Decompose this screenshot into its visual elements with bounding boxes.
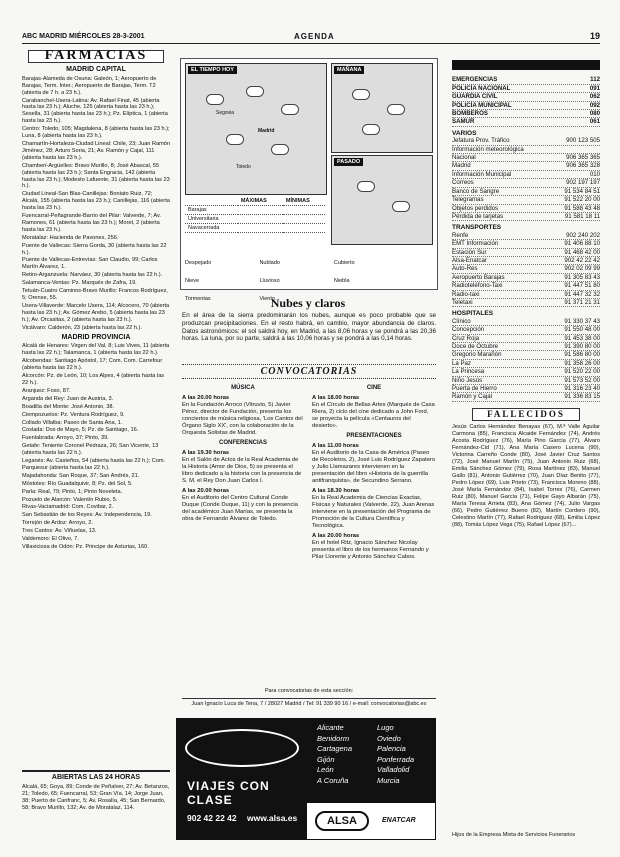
phone-number: 91 520 22 00 <box>564 368 600 376</box>
phone-row <box>452 137 600 145</box>
page-header <box>22 31 600 44</box>
phone-number: 91 336 83 15 <box>564 393 600 401</box>
pharmacy-entry: Fuencarral-Peñagrande-Barrio del Pilar: Valverde, 7; Av. Ramones, 61 (abierta hasta las 23 h.); Moret, 2 (abierta hasta las 23 h.). <box>22 213 161 233</box>
phone-label: SAMUR <box>452 118 475 126</box>
phone-number: 906 365 365 <box>566 154 600 162</box>
telefonos-column <box>452 46 600 846</box>
phone-label: Ramón y Cajal <box>452 393 492 401</box>
phone-row <box>452 146 600 154</box>
map-today <box>185 63 327 195</box>
pharmacy-entry: Puente de Vallecas: Sierra Gorda, 30 (abierta hasta las 22 h.). <box>22 242 167 256</box>
pharmacy-entry: Tetuán-Cuatro Caminos-Bravo Murillo: Francos Rodríguez, 5; Orense, 55. <box>22 288 168 301</box>
convocatorias-left <box>182 382 304 682</box>
pharmacy-entry: Alcalá de Henares: Virgen del Val, 8; Luis Vives, 11 (abierta hasta las 22 h.); Talamanca, 1 (abierta hasta las 22 h.). <box>22 343 170 357</box>
ad-web: www.alsa.es <box>247 813 298 823</box>
town-toledo: Toledo <box>236 164 251 170</box>
phone-label: Jefatura Prov. Tráfico <box>452 137 510 145</box>
weather-headline: Nubes y claros <box>270 296 346 310</box>
transportes-title: TRANSPORTES <box>452 224 502 232</box>
event-time: A las 11.00 horas <box>312 443 359 449</box>
phone-row <box>452 110 600 118</box>
pres-title: PRESENTACIONES <box>346 433 402 439</box>
pharmacy-entry: Torrejón de Ardoz: Arroyo, 2. <box>22 520 93 527</box>
hospitales-title: HOSPITALES <box>452 310 494 318</box>
phone-number: 092 <box>589 101 600 109</box>
phone-number: 902 02 09 99 <box>564 265 600 273</box>
abiertas-title: ABIERTAS LAS 24 HORAS <box>51 774 141 781</box>
phone-label: Niño Jesús <box>452 376 483 384</box>
ad-phone: 902 42 22 42 <box>187 813 237 823</box>
pharmacy-entry: Pozuelo de Alarcón: Valentín Rubio, 5. <box>22 496 118 503</box>
phone-label: Información Municipal <box>452 170 512 178</box>
ad-cities-right <box>377 723 414 786</box>
phone-row <box>452 240 600 248</box>
phone-row <box>452 196 600 204</box>
fallecidos-text: Jesús Carlos Hernández Benayas (67), M.ª Valle Aguilar Carmona (85), Francisca Alcaide Fernández (74), Andrés Acosta Rodríguez (76), María Pino García (77), Álvaro Fernández-Cid (71), Ana María Casero Lucena (90), Victorina Carreño Conde (80), José Javier Cruz Santos (72), José Manuel Martín (75), Juan Antonio Ruiz (68), Emilia Sánchez Gómez (79), Rosa Martínez (83), Manuel Gallo (81), Antonio Gutiérrez (70), Juan Díaz Benito (77), Pedro López (69), Luis Prieto (73), Francisca Moreno (88), José María Fernández (84), Isabel Torres (76), Carmen Ruiz (80), Manuel García (71), Felipe Gayo Albarán (75), María Teresa Arrieta (83), Ana Gómez (74), Julio Vargas (66), Pedro Gutiérrez Bueno (82), Martín Cordero (90), Celestino Martín (77), Rafael Rodríguez (68), Emilia López (88), Tomás López Vega (75), Rafael López (67)... <box>452 424 600 529</box>
phone-number: 010 <box>589 170 600 178</box>
phone-row <box>452 179 600 187</box>
alsa-logo: ALSA <box>315 811 369 831</box>
varios-list <box>452 137 600 221</box>
phone-label: Radio-taxi <box>452 290 480 298</box>
phone-row <box>452 205 600 213</box>
phone-row <box>452 85 600 93</box>
legend-item: Tormentas <box>185 296 211 302</box>
phone-row <box>452 377 600 385</box>
max-header: MÁXIMAS <box>238 197 283 206</box>
event-text: En el Salón de Actos de la Real Academia de la Historia (Amor de Dios, 5) se presenta el libro dedicado a la historia con la presencia de S. M. el Rey Don Juan Carlos I. <box>182 457 302 484</box>
phone-row <box>452 265 600 273</box>
pharmacy-entry: Valdemoro: El Olivo, 7. <box>22 536 79 543</box>
pharmacy-entry: Móstoles: Río Guadalquivir, 8; Pz. del Sol, 5. <box>22 480 133 487</box>
ad-city: Palencia <box>377 744 406 753</box>
map-day-after-label: PASADO <box>334 158 363 166</box>
phone-label: Radioteléfono-Taxi <box>452 282 503 290</box>
phone-row <box>452 299 600 307</box>
phone-label: BOMBEROS <box>452 110 488 118</box>
phone-number: 902 42 22 42 <box>564 256 600 264</box>
legend-item: Nieve <box>185 278 200 284</box>
pharmacy-entry: Salamanca-Ventas: Pz. Marqués de Zafra, 19. <box>22 280 137 287</box>
phone-label: Objetos perdidos <box>452 204 499 212</box>
footer-line-1: Para convocatorias de esta sección: <box>264 688 354 694</box>
pharmacy-entry: Getafe: Teniente Coronel Pedraza, 26; San Vicente, 13 (abierta hasta las 22 h.). <box>22 443 159 457</box>
phone-number: 061 <box>589 118 600 126</box>
hospitales-list <box>452 318 600 402</box>
legend-item: Nublado <box>259 260 280 266</box>
pharmacy-entry: San Sebastián de los Reyes: Av. Independencia, 19. <box>22 512 152 519</box>
phone-number: 91 522 20 00 <box>564 196 600 204</box>
phone-label: EMERGENCIAS <box>452 76 498 84</box>
pharmacy-entry: Ciempozuelos: Pz. Ventura Rodríguez, 9. <box>22 411 125 418</box>
phone-label: POLICÍA MUNICIPAL <box>452 101 512 109</box>
phone-row <box>452 118 600 126</box>
phone-number: 902 240 202 <box>566 231 600 239</box>
phone-row <box>452 351 600 359</box>
capital-list <box>22 76 170 332</box>
phone-label: Correos <box>452 179 474 187</box>
abiertas-text: Alcalá, 65; Goya, 89; Conde de Peñalver, 27; Av. Betanzos, 21; Toledo, 65; Fuencarral, 53; Gran Vía, 14; Jorge Juan, 38; Puerto de Canfranc, 5; Av. Rosalía, 45; San Bernardo, 58; Bravo Murillo, 132; Av. de Moratalaz, 114. <box>22 783 170 811</box>
phone-number: 91 447 51 80 <box>564 282 600 290</box>
phone-row <box>452 188 600 196</box>
phone-number: 91 316 23 40 <box>564 385 600 393</box>
ad-city: Murcia <box>377 775 400 785</box>
pharmacy-entry: Collado Villalba: Paseo de Santa Ana, 1. <box>22 419 123 426</box>
ad-city: Gijón <box>317 754 335 764</box>
ad-city: Oviedo <box>377 733 401 743</box>
map-tomorrow-label: MAÑANA <box>334 66 364 74</box>
pharmacy-entry: Moratalaz: Hacienda de Pavones, 256. <box>22 234 119 241</box>
phone-number: 080 <box>589 110 600 118</box>
pharmacy-entry: Boadilla del Monte: José Antonio, 38. <box>22 403 115 410</box>
phone-label: Cruz Roja <box>452 334 480 342</box>
phone-row <box>452 393 600 401</box>
pharmacy-entry: Aranjuez: Foso, 87. <box>22 387 71 394</box>
min-header: MÍNIMAS <box>283 197 325 206</box>
legend-item: Despejado <box>185 260 212 266</box>
pharmacy-entry: Parla: Real, 79; Pinto, 1; Pinto Noveleta. <box>22 488 123 495</box>
phone-row <box>452 154 600 162</box>
phone-number: 91 534 84 51 <box>564 187 600 195</box>
phone-label: Aeropuerto Barajas <box>452 273 505 281</box>
town-madrid: Madrid <box>258 128 275 134</box>
temp-place: Navacerrada <box>185 224 238 233</box>
abiertas-box <box>22 770 170 842</box>
phone-row <box>452 171 600 179</box>
pharmacy-entry: Chamberí-Argüelles: Bravo Murillo, 8; José Abascal, 55 (abierta hasta las 23 h.); Santa Engracia, 142 (abierta hasta las 23 h.); Modesto Lafuente, 31 (abierta hasta las 23 h.). <box>22 162 170 190</box>
conf-title: CONFERENCIAS <box>218 440 267 446</box>
pharmacy-entry: Retiro-Arganzuela: Narváez, 30 (abierta hasta las 22 h.). <box>22 272 163 279</box>
header-date: ABC MADRID MIÉRCOLES 28-3-2001 <box>22 33 145 40</box>
phone-number: 902 197 197 <box>566 179 600 187</box>
ad-city: Alicante <box>317 723 344 732</box>
phone-row <box>452 102 600 110</box>
phone-row <box>452 343 600 351</box>
phone-number: 91 573 52 00 <box>564 376 600 384</box>
phone-number: 91 305 83 43 <box>564 273 600 281</box>
alsa-ad <box>176 718 436 840</box>
event-time: A las 19.30 horas <box>182 450 230 456</box>
phone-row <box>452 368 600 376</box>
phone-row <box>452 291 600 299</box>
phone-number: 91 330 37 43 <box>564 317 600 325</box>
phone-label: Doce de Octubre <box>452 343 499 350</box>
event-text: En el hotel Ritz, Ignacio Sánchez Nicolay presenta el libro de los hermanos Fernando y Pilar Llorente y Antonio Sánchez Cabos. <box>312 540 429 560</box>
pharmacy-entry: Fuenlabrada: Arroyo, 37; Pinto, 39. <box>22 435 109 442</box>
ad-city: Lugo <box>377 723 394 732</box>
farmacias-title: FARMACIAS <box>28 50 164 63</box>
phone-label: Banco de Sangre <box>452 187 500 195</box>
phone-label: Alsa-Enatcar <box>452 256 487 264</box>
weather-panel <box>180 58 438 302</box>
enatcar-logo: ENATCAR <box>382 817 416 824</box>
temp-place: Universitaria <box>185 215 238 224</box>
phone-row <box>452 213 600 221</box>
phone-row <box>452 93 600 101</box>
phone-label: POLICÍA NACIONAL <box>452 84 511 92</box>
pharmacy-entry: Coslada: Dos de Mayo, 5; Pz. de Santiago, 16. <box>22 427 139 434</box>
phone-row <box>452 257 600 265</box>
event-text: En la Fundación Arroco (Vitruvio, 5) Javier Pérez, director de Fundación, presenta los conciertos de música religiosa, 'Los Cantos del Órgano Siglo XX', con la colaboración de la Orquesta Solistas de Madrid. <box>182 402 303 436</box>
convocatorias-right <box>312 382 436 682</box>
phone-row <box>452 249 600 257</box>
phone-number: 91 453 38 00 <box>564 334 600 342</box>
ad-city: Benidorm <box>317 733 350 743</box>
pharmacy-entry: Villaviciosa de Odón: Pz. Principe de Asturias, 160. <box>22 544 149 550</box>
phone-number: 91 371 21 31 <box>564 298 600 306</box>
weather-text: En el área de la sierra predominarán los nubes, aunque es poco probable que se produzcan precipitaciones. En el resto habrá, en cambio, mayor abundancia de claros. Datos astronómicos: el sol saldrá hoy, en Madrid, a las 8,06 horas y se pondrá a las 20,36 horas. La luna, por su parte, saldrá a las 10,06 horas y se pondrá a las 0,14 horas. <box>182 312 436 343</box>
phone-number: 112 <box>590 76 600 84</box>
phone-label: Telegramas <box>452 196 484 204</box>
phone-number: 906 365 328 <box>566 162 600 170</box>
provincia-title: MADRID PROVINCIA <box>61 333 131 341</box>
event-text: En la Real Academia de Ciencias Exactas, Físicas y Naturales (Valverde, 22), Juan Arenas interviene en la presentación del Programa de Promoción de la Cultura Científica y Tecnológica. <box>312 495 435 529</box>
phone-number: 91 390 80 00 <box>564 343 600 350</box>
pharmacy-entry: Carabanchel-Usera-Latina: Av. Rafael Finat, 45 (abierta hasta las 23 h.); Aluche, 125 (abierta hasta las 23 h.); Sesella, 31 (abierta hasta las 23 h.); Pz. Elíptica, 1 (abierta hasta las 23 h.). <box>22 97 168 125</box>
legend-item: Viento <box>259 296 275 302</box>
music-title: MÚSICA <box>231 385 255 391</box>
map-day-after <box>331 155 433 245</box>
farmacias-column <box>22 46 170 766</box>
ad-banner: VIAJES CON CLASE <box>187 779 270 807</box>
phone-row <box>452 326 600 334</box>
legend-item: Cubierto <box>333 260 355 266</box>
event-text: En el Círculo de Bellas Artes (Marqués de Casa Riera, 2) ciclo del cine dedicado a John Ford, se proyecta la película «Centauros del desierto». <box>312 402 435 429</box>
phone-label: La Princesa <box>452 368 485 376</box>
capital-title: MADRID CAPITAL <box>66 65 126 73</box>
varios-title: VARIOS <box>452 129 477 137</box>
phone-number: 91 447 32 32 <box>564 290 600 298</box>
telefonos-banner <box>452 60 600 70</box>
phone-row <box>452 318 600 326</box>
phone-label: Clínico <box>452 317 471 325</box>
cine-title: CINE <box>366 385 382 391</box>
pharmacy-entry: Majadahonda: San Roque, 37; San Andrés, 21. <box>22 472 140 479</box>
pharmacy-entry: Rivas-Vaciamadrid: Com. Covibar, 2. <box>22 504 114 511</box>
pharmacy-entry: Alcobendas: Santiago Apóstol, 17; Com. Com. Carrefour (abierta hasta las 22 h.). <box>22 358 163 372</box>
phone-label: La Paz <box>452 359 471 367</box>
pharmacy-entry: Alcorcón: Pz. de León, 10; Los Alpes, 4 (abierta hasta las 22 h.). <box>22 373 165 386</box>
phone-row <box>452 274 600 282</box>
ad-city: Cartagena <box>317 744 353 753</box>
phone-number: 91 468 42 00 <box>564 248 600 256</box>
phone-number: 91 586 80 00 <box>564 351 600 359</box>
phone-label: Pérdida de tarjetas <box>452 212 504 220</box>
phone-label: Concepción <box>452 326 485 334</box>
phone-row <box>452 76 600 84</box>
pharmacy-entry: Usera-Villaverde: Marcelo Usera, 114; Alcocero, 70 (abierta hasta las 23 h.); Av. Gómez Arebo, 5 (abierta hasta las 23 h.); Av. Orcasitas, 2 (abierta hasta las 23 h.). <box>22 302 170 323</box>
phone-label: GUARDIA CIVIL <box>452 93 498 101</box>
page-number: 19 <box>589 31 600 41</box>
phone-label: Auto-Res <box>452 265 478 273</box>
phone-label: Teletaxi <box>452 298 473 306</box>
convocatorias-title: CONVOCATORIAS <box>182 364 436 379</box>
legend-item: Niebla <box>333 278 350 284</box>
phone-number: 91 550 48 00 <box>564 326 600 334</box>
convocatorias-footer <box>182 688 436 707</box>
phone-number: 91 588 43 48 <box>564 204 600 212</box>
map-today-label: EL TIEMPO HOY <box>188 66 237 74</box>
map-tomorrow <box>331 63 433 153</box>
phone-row <box>452 385 600 393</box>
pharmacy-entry: Centro: Toledo, 105; Magdalena, 8 (abierta hasta las 23 h.); Luna, 8 (abierta hasta las 23 h.). <box>22 126 170 140</box>
pharmacy-entry: Chamartín-Hortaleza-Ciudad Lineal: Chile, 23; Juan Ramón Jiménez, 28; Arturo Soria, 21; Av. Ramón y Cajal, 111 (abierta hasta las 23 h.). <box>22 140 170 161</box>
legend-item: Lluvioso <box>259 278 280 284</box>
town-segovia: Segovia <box>216 110 235 116</box>
phone-number: 91 406 88 10 <box>564 240 600 248</box>
event-time: A las 20.00 horas <box>182 395 230 401</box>
phone-label: Información meteorológica <box>452 145 524 153</box>
phone-label: Madrid <box>452 162 471 170</box>
ad-cities-left <box>317 723 352 786</box>
event-time: A las 18.00 horas <box>312 395 360 401</box>
urgencias-list <box>452 76 600 126</box>
phone-label: Estación Sur <box>452 248 487 256</box>
phone-number: 091 <box>589 84 600 92</box>
transportes-list <box>452 232 600 308</box>
phone-label: Gregorio Marañón <box>452 351 502 359</box>
fallecidos-title: FALLECIDOS <box>472 408 580 421</box>
phone-number: 91 581 18 11 <box>564 212 600 220</box>
event-text: En el Auditorio de la Casa de América (Paseo de Recoletos, 2), José Luis Rodríguez Zapatero y Julio Llamazares intervienen en la presentación del libro «Historia de la guerrilla antifranquista», de Secundino Serrano. <box>312 450 436 484</box>
phone-row <box>452 162 600 170</box>
phone-row <box>452 232 600 240</box>
pharmacy-entry: Barajas-Alameda de Osuna: Galeón, 1; Aeropuerto de Barajas, Term. Inter.; Aeropuerto de Barajas, Term. T2 (abierta de 7 h. a 23 h.). <box>22 75 157 96</box>
phone-row <box>452 360 600 368</box>
phone-row <box>452 335 600 343</box>
footer-line-2: Juan Ignacio Luca de Tena, 7 / 28027 Madrid / Tel: 91 339 90 16 / e-mail: convocatorias@abc.es <box>182 698 436 707</box>
ad-city: Ponferrada <box>377 754 415 764</box>
pharmacy-entry: Arganda del Rey: Juan de Austria, 3. <box>22 395 114 402</box>
pharmacy-entry: Vicálvaro: Calderón, 23 (abierta hasta las 22 h.). <box>22 324 142 331</box>
ad-city: Valladolid <box>377 765 410 774</box>
event-time: A las 20.00 horas <box>182 488 230 494</box>
event-time: A las 18.30 horas <box>312 488 360 494</box>
phone-number: 062 <box>589 93 600 101</box>
fallecidos-footer: Hijos de la Empresa Mixta de Servicios Funerarios <box>452 832 576 838</box>
phone-row <box>452 282 600 290</box>
pharmacy-entry: Tres Cantos: Av. Viñuelas, 13. <box>22 528 97 535</box>
phone-label: Renfe <box>452 231 469 239</box>
ad-city: León <box>317 765 334 774</box>
temperature-table <box>185 197 325 233</box>
phone-label: Nacional <box>452 154 476 162</box>
temp-place: Barajas <box>185 206 238 215</box>
event-text: En el Auditorio del Centro Cultural Conde Duque (Conde Duque, 11) y con la presencia del académico Juan Marías, se presenta la obra de Fernando Álvarez de Toledo. <box>182 495 298 522</box>
pharmacy-entry: Puente de Vallecas-Entrevías: San Claudio, 99; Carlos Martín Álvarez, 1. <box>22 257 158 271</box>
event-time: A las 20.00 horas <box>312 533 360 539</box>
pharmacy-entry: Ciudad Lineal-San Blas-Canillejas: Boniato Ruiz, 72; Alcalá, 155 (abierta hasta las 23 h.); Canillejas, 116 (abierta hasta las 23 h.). <box>22 191 170 212</box>
phone-label: Puerta de Hierro <box>452 385 497 393</box>
phone-number: 900 123 505 <box>566 137 600 145</box>
phone-label: EMT Información <box>452 240 499 248</box>
phone-number: 91 358 26 00 <box>564 359 600 367</box>
ad-city: A Coruña <box>317 775 349 785</box>
pharmacy-entry: Leganés: Av. Casteños, 54 (abierta hasta las 22 h.); Com. Parquesur (abierta hasta las 22 h.). <box>22 458 166 471</box>
provincia-list <box>22 343 170 550</box>
section-title: AGENDA <box>294 32 335 41</box>
